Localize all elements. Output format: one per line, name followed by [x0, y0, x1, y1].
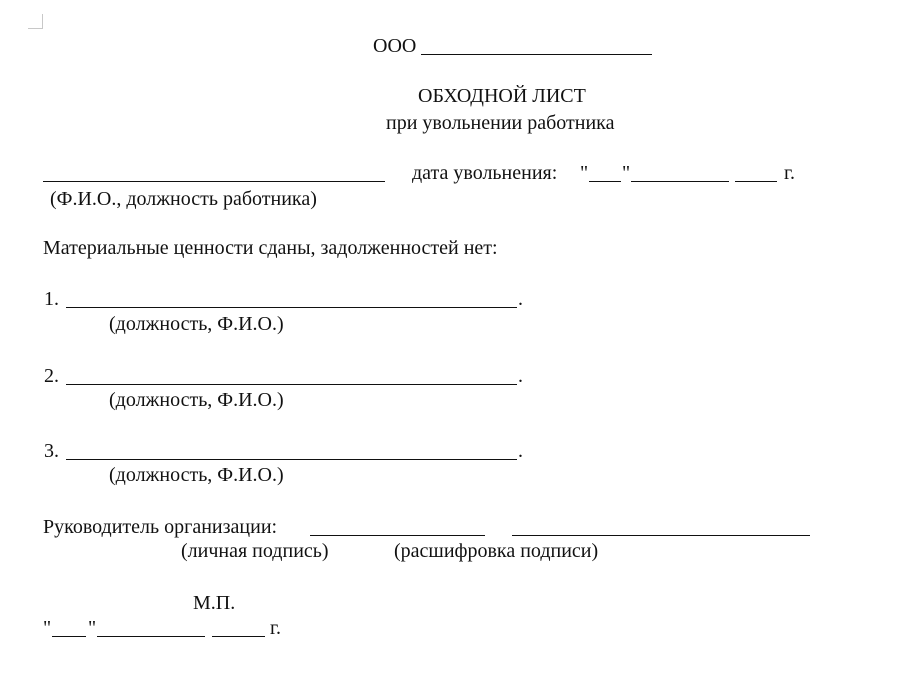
- signer-2-number: 2.: [44, 365, 59, 387]
- head-label: Руководитель организации:: [43, 516, 278, 538]
- signer-2-caption: (должность, Ф.И.О.): [109, 389, 284, 411]
- stamp-label: М.П.: [193, 592, 236, 614]
- employee-name-line[interactable]: [43, 181, 385, 182]
- dismissal-day-line[interactable]: [589, 181, 621, 182]
- footer-quote-open: ": [43, 617, 52, 639]
- signer-3-number: 3.: [44, 440, 59, 462]
- document-title: ОБХОДНОЙ ЛИСТ: [418, 85, 586, 107]
- company-prefix: ООО: [373, 35, 417, 57]
- clearance-statement: Материальные ценности сданы, задолженностей нет:: [43, 237, 498, 259]
- employee-caption: (Ф.И.О., должность работника): [50, 188, 317, 210]
- head-decode-caption: (расшифровка подписи): [394, 540, 599, 562]
- footer-year-suffix: г.: [270, 617, 281, 639]
- signer-3-period: .: [518, 440, 523, 462]
- dismissal-year-line[interactable]: [735, 181, 777, 182]
- head-decode-line[interactable]: [512, 535, 810, 536]
- signer-3-line[interactable]: [66, 459, 517, 460]
- footer-quote-close: ": [88, 617, 97, 639]
- footer-year-line[interactable]: [212, 636, 265, 637]
- head-signature-line[interactable]: [310, 535, 485, 536]
- signer-3-caption: (должность, Ф.И.О.): [109, 464, 284, 486]
- dismissal-year-suffix: г.: [784, 162, 795, 184]
- dismissal-date-label: дата увольнения:: [412, 162, 558, 184]
- signer-1-period: .: [518, 288, 523, 310]
- signer-1-line[interactable]: [66, 307, 517, 308]
- signer-2-period: .: [518, 365, 523, 387]
- signer-1-number: 1.: [44, 288, 59, 310]
- date-quote-close: ": [622, 162, 631, 184]
- footer-day-line[interactable]: [52, 636, 86, 637]
- signer-1-caption: (должность, Ф.И.О.): [109, 313, 284, 335]
- signer-2-line[interactable]: [66, 384, 517, 385]
- head-signature-caption: (личная подпись): [181, 540, 329, 562]
- date-quote-open: ": [580, 162, 589, 184]
- document-subtitle: при увольнении работника: [386, 112, 615, 134]
- dismissal-month-line[interactable]: [631, 181, 729, 182]
- company-name-line[interactable]: [421, 54, 652, 55]
- footer-month-line[interactable]: [97, 636, 205, 637]
- page-corner-mark: [28, 14, 43, 29]
